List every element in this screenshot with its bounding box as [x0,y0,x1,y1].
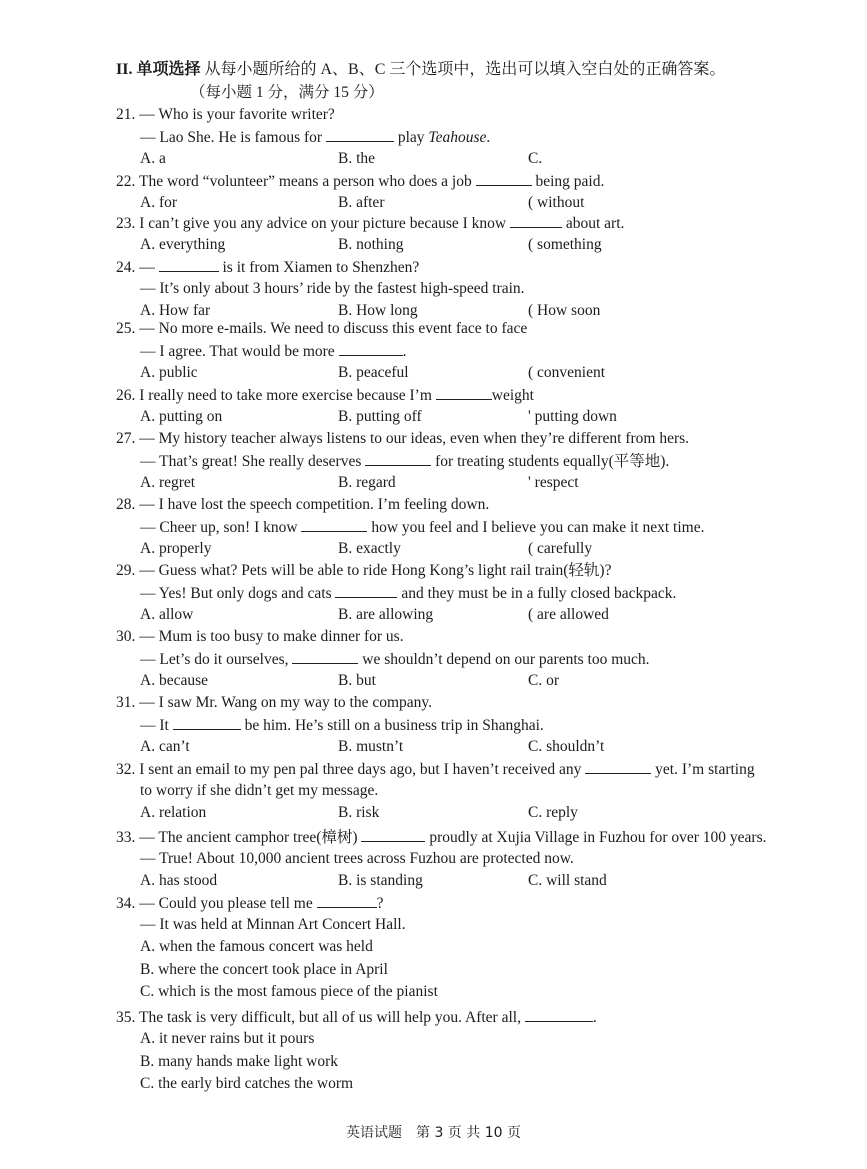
question-stem-line [116,914,836,936]
option-b: B. after [338,194,385,211]
question-35 [116,1006,836,1096]
option-c: C. or [528,672,559,689]
question-28 [116,494,836,560]
question-number: 34. [116,895,136,912]
question-stem-line [116,692,836,714]
answer-blank [585,758,651,774]
stem-text: I sent an email to my pen pal three days ago, but I haven’t received any [139,761,586,778]
question-stem-line [116,340,836,362]
option-c: ( carefully [528,540,593,557]
stem-text: be him. He’s still on a business trip in Shanghai. [240,717,544,734]
option-a: A. putting on [140,408,223,425]
stem-text: — Who is your favorite writer? [139,106,335,123]
question-stem-line [116,104,836,126]
option-row [116,538,836,560]
option-a: A. regret [140,474,196,491]
stem-text: The task is very difficult, but all of us will help you. After all, [138,1009,525,1026]
answer-blank [292,648,358,664]
option-a: A. How far [140,302,211,319]
option-a: A. has stood [140,872,218,889]
question-31 [116,692,836,758]
option-b: B. the [338,150,376,167]
option-a: A. for [140,194,178,211]
question-number: 33. [116,829,136,846]
option-b: B. mustn’t [338,738,404,755]
stem-text: . [486,129,491,146]
stem-text: — Yes! But only dogs and cats [140,585,336,602]
option-a: A. properly [140,540,212,557]
option-a: A. everything [140,236,226,253]
option-row [116,192,836,214]
stem-text: about art. [561,215,625,232]
answer-blank [436,384,492,400]
question-21 [116,104,836,170]
question-stem-line [116,648,836,670]
question-number: 28. [116,496,136,513]
option-b: B. are allowing [338,606,434,623]
stem-text: ? [376,895,384,912]
stem-text: — It’s only about 3 hours’ ride by the fastest high-speed train. [140,280,525,297]
stem-text: — The ancient camphor tree(樟树) [139,829,362,846]
option-c: C. reply [528,804,578,821]
stem-text: I can’t give you any advice on your picture because I know [139,215,510,232]
stem-text: — I agree. That would be more [140,343,339,360]
question-24 [116,256,836,322]
option-b: B. risk [338,804,380,821]
stem-text: — It was held at Minnan Art Concert Hall. [140,916,406,933]
question-stem-line [116,1006,836,1028]
question-number: 24. [116,259,136,276]
question-number: 25. [116,320,136,337]
option-a: A. relation [140,804,207,821]
option-a: A. allow [140,606,194,623]
option-a: A. it never rains but it pours [140,1030,315,1047]
question-number: 35. [116,1009,136,1026]
option-a: A. when the famous concert was held [140,938,373,955]
question-stem-line [116,780,836,802]
stem-text: — True! About 10,000 ancient trees across Fuzhou are protected now. [140,850,574,867]
question-29 [116,560,836,626]
answer-blank [361,826,425,842]
option-b: B. where the concert took place in April [140,960,388,978]
question-32 [116,758,836,824]
stem-text: — My history teacher always listens to our ideas, even when they’re different from hers. [139,430,690,447]
stem-text: proudly at Xujia Village in Fuzhou for over 100 years. [425,829,767,846]
answer-blank [326,126,394,142]
option-row [116,234,836,256]
question-stem-line [116,428,836,450]
answer-blank [173,714,241,730]
stem-text: — Guess what? Pets will be able to ride Hong Kong’s light rail train(轻轨)? [139,562,612,579]
question-stem-line [116,256,836,278]
stem-text: — I saw Mr. Wang on my way to the company. [139,694,433,711]
stem-text: — I have lost the speech competition. I’m feeling down. [139,496,490,513]
question-stem-line [116,560,836,582]
question-30 [116,626,836,692]
option-b: B. peaceful [338,364,409,381]
option-row [116,406,836,428]
question-25 [116,318,836,384]
option-row [116,736,836,758]
stem-text: we shouldn’t depend on our parents too much. [358,651,650,668]
stem-text: weight [491,387,534,404]
stem-text: for treating students equally(平等地). [431,453,670,470]
option-row [116,148,836,170]
option-c: ' putting down [528,408,617,425]
option-b: B. putting off [338,408,422,425]
stem-text: — No more e-mails. We need to discuss this event face to face [139,320,528,337]
question-stem-line [116,384,836,406]
question-stem-line [116,170,836,192]
option-c: ( How soon [528,302,601,319]
stem-text: to worry if she didn’t get my message. [140,782,379,799]
answer-blank [335,582,397,598]
option-row [116,472,836,494]
question-number: 21. [116,106,136,123]
question-stem-line [116,826,836,848]
question-stem-line [116,582,836,604]
page-footer: 英语试题 第 3 页 共 10 页 [346,1125,521,1141]
question-number: 23. [116,215,136,232]
stem-text: The word “volunteer” means a person who does a job [138,173,476,190]
option-c: ( without [528,194,585,211]
answer-blank [525,1006,593,1022]
option-row [116,870,836,892]
stem-text: . [402,343,407,360]
option-row [116,670,836,692]
answer-blank [365,450,431,466]
question-number: 31. [116,694,136,711]
option-c: ( convenient [528,364,606,381]
option-row [116,362,836,384]
option-a: A. because [140,672,208,689]
stem-text: — Let’s do it ourselves, [140,651,293,668]
question-stem-line [116,714,836,736]
question-number: 26. [116,387,136,404]
option-c: C. the early bird catches the worm [140,1075,354,1092]
question-stem-line [116,278,836,300]
question-stem-line [116,126,836,148]
question-stem-line [116,626,836,648]
question-22 [116,170,836,214]
option-c: ( something [528,236,602,253]
italic-title: Teahouse [428,129,487,146]
question-33 [116,826,836,892]
option-a: A. can’t [140,738,190,755]
stem-text: I really need to take more exercise because I’m [139,387,436,404]
stem-text: — Cheer up, son! I know [140,519,302,536]
option-c: ' respect [528,474,579,491]
stem-text: — Lao She. He is famous for [140,129,326,146]
stem-text: being paid. [531,173,605,190]
answer-blank [159,256,219,272]
section-score-note: （每小题 1 分，满分 15 分） [190,84,384,101]
stem-text: — Mum is too busy to make dinner for us. [139,628,404,645]
stem-text: and they must be in a fully closed backpack. [397,585,677,602]
option-c: C. will stand [528,872,607,889]
question-number: 30. [116,628,136,645]
stem-text: — It [140,717,173,734]
section-title: II. 单项选择 [116,61,201,78]
answer-blank [510,212,562,228]
stem-text: . [592,1009,597,1026]
option-b: B. many hands make light work [140,1052,339,1070]
question-stem-line [116,212,836,234]
option-row [116,802,836,824]
option-c: C. which is the most famous piece of the pianist [140,983,438,1000]
question-27 [116,428,836,494]
question-stem-line [116,516,836,538]
stem-text: — Could you please tell me [139,895,317,912]
question-number: 29. [116,562,136,579]
option-a: A. a [140,150,166,167]
answer-blank [476,170,532,186]
option-b: B. exactly [338,540,401,557]
option-b: B. but [338,672,376,689]
section-instruction: 从每小题所给的 A、B、C 三个选项中，选出可以填入空白处的正确答案。 [204,61,726,78]
option-b: B. is standing [338,872,423,889]
stem-text: — [139,259,159,276]
question-stem-line [116,892,836,914]
section-heading [116,56,725,79]
stem-text: — That’s great! She really deserves [140,453,366,470]
stem-text: is it from Xiamen to Shenzhen? [218,259,420,276]
stem-text: yet. I’m starting [651,761,755,778]
question-23 [116,212,836,256]
question-26 [116,384,836,428]
stem-text: play [393,129,429,146]
question-stem-line [116,318,836,340]
question-stem-line [116,450,836,472]
option-c: C. [528,150,543,167]
question-34 [116,892,836,1004]
answer-blank [317,892,377,908]
answer-blank [339,340,403,356]
question-number: 22. [116,173,136,190]
option-b: B. regard [338,474,396,491]
option-row [116,604,836,626]
question-stem-line [116,848,836,870]
question-stem-line [116,758,836,780]
question-number: 27. [116,430,136,447]
question-number: 32. [116,761,136,778]
option-b: B. How long [338,302,418,319]
answer-blank [301,516,367,532]
option-a: A. public [140,364,198,381]
question-stem-line [116,494,836,516]
stem-text: how you feel and I believe you can make it next time. [367,519,705,536]
option-b: B. nothing [338,236,404,253]
option-c: ( are allowed [528,606,609,623]
option-c: C. shouldn’t [528,738,605,755]
